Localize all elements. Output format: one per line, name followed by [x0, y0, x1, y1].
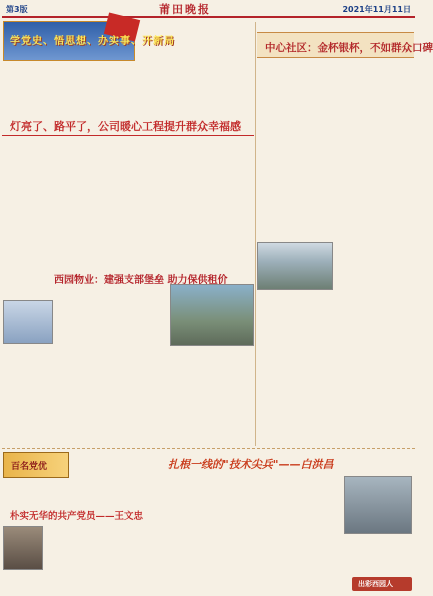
article-body — [262, 476, 340, 592]
page-number: 第3版 — [6, 4, 28, 14]
article-body — [337, 62, 413, 238]
issue-date: 2021年11月11日 — [342, 4, 411, 14]
banner-text: 学党史、悟思想、办实事、开新局 — [10, 36, 175, 47]
column-logo — [352, 577, 412, 591]
article-body — [3, 64, 134, 114]
article-body — [170, 140, 254, 264]
article-body — [127, 350, 253, 444]
article-body — [86, 140, 166, 264]
portrait-photo-wang — [3, 526, 43, 570]
article-body — [73, 452, 163, 504]
badge-text: 百名党优 — [11, 462, 48, 472]
article-body — [3, 350, 123, 444]
article-body — [337, 242, 413, 446]
hundred-party-members-badge — [3, 452, 69, 478]
article-body — [46, 526, 90, 592]
masthead — [2, 2, 415, 18]
column-rule — [255, 22, 256, 446]
article-body — [257, 62, 333, 238]
mid-headline-text: 西园物业：建强支部堡垒 助力保供租价 — [54, 275, 228, 286]
basketball-court-photo — [257, 242, 333, 290]
paper-title: 莆田晚报 — [159, 3, 212, 16]
headline-rule — [2, 135, 254, 136]
top-right-headline-box — [257, 32, 433, 58]
main-headline: 灯亮了、路平了，公司暖心工程提升群众幸福感 — [10, 120, 241, 133]
article-body — [168, 476, 258, 592]
party-history-banner — [3, 21, 175, 61]
top-right-headline: 中心社区：金杯银杯，不如群众口碑 — [265, 42, 433, 54]
article-body — [3, 140, 83, 264]
bottom-center-headline: 扎根一线的"技术尖兵"——白洪昌 — [168, 458, 334, 471]
mid-headline — [54, 268, 228, 286]
property-staff-photo — [3, 300, 53, 344]
technician-photo — [344, 476, 412, 534]
article-body — [344, 538, 412, 574]
column-logo-text: 出彩西园人 — [358, 579, 393, 588]
article-photo — [170, 284, 254, 346]
article-body — [257, 294, 333, 446]
bottom-left-headline: 朴实无华的共产党员——王文忠 — [10, 511, 144, 522]
article-body — [94, 526, 164, 592]
article-body — [138, 22, 254, 116]
